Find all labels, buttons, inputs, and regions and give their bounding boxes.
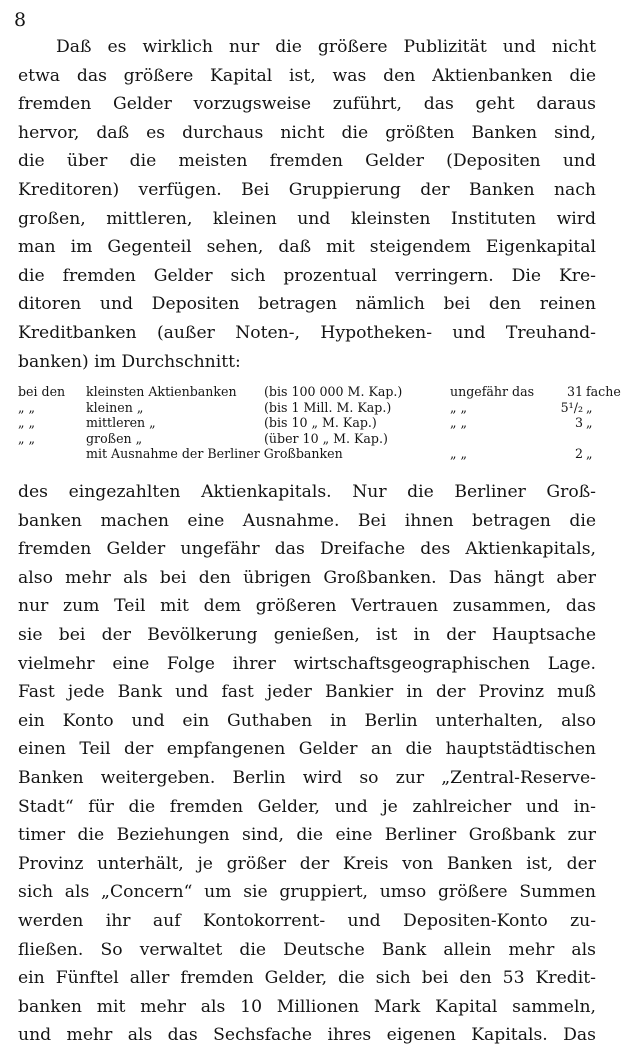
- table-row: [18, 446, 598, 462]
- row-capital-range: (bis 100 000 M. Kap.): [264, 384, 403, 399]
- table-row: [18, 384, 621, 400]
- text-line: Provinz unterhält, je größer der Kreis von Banken ist, der: [18, 853, 596, 874]
- text-line: Kreditbanken (außer Noten-, Hypotheken- und Treuhand-: [18, 322, 596, 343]
- table-row: [18, 415, 598, 431]
- text-line: etwa das größere Kapital ist, was den Aktienbanken die: [18, 65, 596, 86]
- row-description: mit Ausnahme der Berliner Großbanken: [86, 446, 343, 462]
- row-lead: „ „: [18, 399, 36, 415]
- row-unit: „: [586, 415, 593, 431]
- row-description: mittleren „: [86, 415, 156, 431]
- text-line: nur zum Teil mit dem größeren Vertrauen zusammen, das: [18, 596, 596, 617]
- row-approx: „ „: [450, 446, 468, 462]
- row-unit: „: [586, 399, 593, 415]
- text-line: also mehr als bei den übrigen Großbanken. Das hängt aber: [18, 567, 596, 588]
- text-line: einen Teil der empfangenen Gelder an die hauptstädtischen: [18, 739, 596, 760]
- text-line: fremden Gelder vorzugsweise zuführt, das geht daraus: [18, 94, 596, 115]
- text-line: sich als „Concern“ um sie gruppiert, umso größere Summen: [18, 882, 596, 903]
- text-line: Daß es wirklich nur die größere Publizität und nicht: [56, 37, 596, 57]
- text-line: hervor, daß es durchaus nicht die größten Banken sind,: [18, 122, 596, 143]
- row-capital-range: (bis 10 „ M. Kap.): [264, 415, 377, 431]
- paragraph-2: [18, 478, 596, 1050]
- row-capital-range: (über 10 „ M. Kap.): [264, 430, 388, 446]
- capital-ratio-table: [18, 384, 621, 462]
- text-line: banken machen eine Ausnahme. Bei ihnen betragen die: [18, 510, 596, 531]
- page-number: 8: [14, 9, 27, 31]
- text-line: banken mit mehr als 10 Millionen Mark Kapital sammeln,: [18, 996, 596, 1017]
- row-lead: bei den: [18, 384, 66, 399]
- table-row: [18, 400, 598, 416]
- paragraph-1: [18, 33, 596, 376]
- row-approx: ungefähr das: [450, 384, 535, 399]
- text-line: werden ihr auf Kontokorrent- und Depositen-Konto zu-: [18, 910, 596, 931]
- row-description: großen „: [86, 430, 143, 446]
- table-row: [18, 431, 598, 447]
- row-approx: „ „: [450, 399, 468, 415]
- row-description: kleinen „: [86, 399, 144, 415]
- row-lead: „ „: [18, 430, 36, 446]
- row-capital-range: (bis 1 Mill. M. Kap.): [264, 399, 392, 415]
- text-line: fließen. So verwaltet die Deutsche Bank allein mehr als: [18, 939, 596, 960]
- text-line: und mehr als das Sechsfache ihres eigenen Kapitals. Das: [18, 1025, 596, 1046]
- text-line: Kreditoren) verfügen. Bei Gruppierung der Banken nach: [18, 179, 596, 200]
- text-line: timer die Beziehungen sind, die eine Berliner Großbank zur: [18, 825, 596, 846]
- row-factor: 2: [574, 446, 583, 462]
- text-line: Banken weitergeben. Berlin wird so zur „Zentral-Reserve-: [18, 767, 596, 788]
- text-line: ditoren und Depositen betragen nämlich bei den reinen: [18, 294, 596, 315]
- row-description: kleinsten Aktienbanken: [86, 384, 237, 399]
- row-factor: 5¹/₂: [560, 399, 583, 415]
- text-line: man im Gegenteil sehen, daß mit steigendem Eigenkapital: [18, 237, 596, 258]
- text-line: ein Fünftel aller fremden Gelder, die sich bei den 53 Kredit-: [18, 968, 596, 989]
- text-line: Fast jede Bank und fast jeder Bankier in der Provinz muß: [18, 682, 596, 703]
- text-line: die über die meisten fremden Gelder (Depositen und: [18, 151, 596, 172]
- text-line: banken) im Durchschnitt:: [18, 351, 241, 372]
- text-line: sie bei der Bevölkerung genießen, ist in der Hauptsache: [18, 624, 596, 645]
- text-line: Stadt“ für die fremden Gelder, und je zahlreicher und in-: [18, 796, 596, 817]
- row-approx: „ „: [450, 415, 468, 431]
- text-line: ein Konto und ein Guthaben in Berlin unterhalten, also: [18, 710, 596, 731]
- text-line: vielmehr eine Folge ihrer wirtschaftsgeographischen Lage.: [18, 653, 596, 674]
- text-line: des eingezahlten Aktienkapitals. Nur die Berliner Groß-: [18, 482, 596, 502]
- row-factor: 31: [566, 384, 583, 399]
- row-lead: „ „: [18, 415, 36, 431]
- row-unit: „: [586, 446, 593, 462]
- text-line: großen, mittleren, kleinen und kleinsten Instituten wird: [18, 208, 596, 229]
- row-unit: fache: [586, 384, 621, 399]
- row-factor: 3: [574, 415, 583, 431]
- text-line: die fremden Gelder sich prozentual verringern. Die Kre-: [18, 265, 596, 286]
- text-line: fremden Gelder ungefähr das Dreifache des Aktienkapitals,: [18, 539, 596, 560]
